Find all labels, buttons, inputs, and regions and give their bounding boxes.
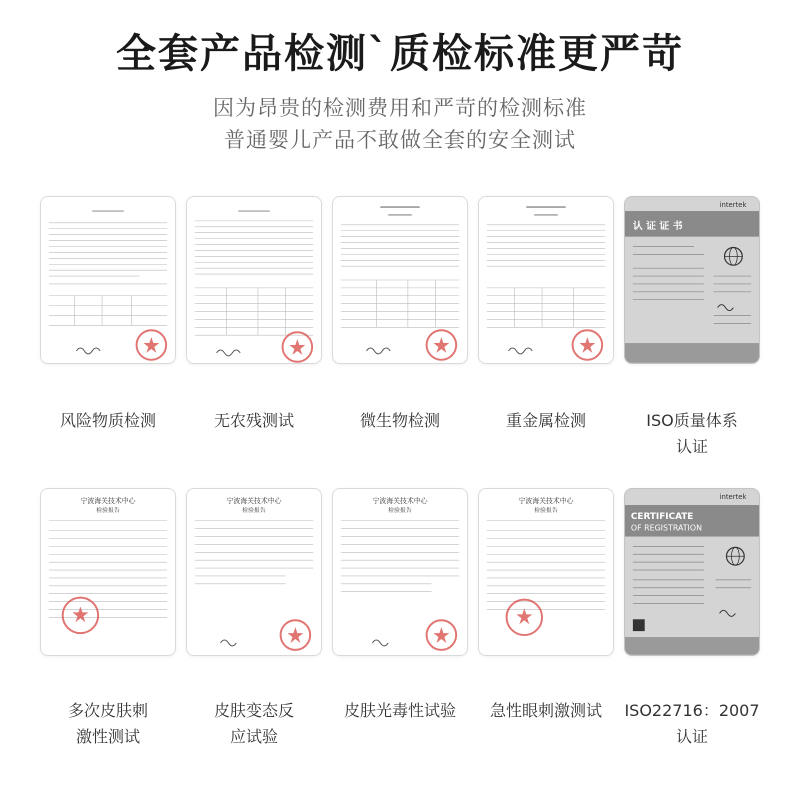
report-card-microbial[interactable] <box>332 196 468 364</box>
report-card-risk-substance[interactable] <box>40 196 176 364</box>
report-card-eye-irritation[interactable] <box>478 488 614 656</box>
brand-logo: intertek <box>719 201 747 210</box>
report-doc-type: 检验报告 <box>534 507 558 514</box>
report-card-skin-irritation[interactable] <box>40 488 176 656</box>
subtitle-line-1: 因为昂贵的检测费用和严苛的检测标准 <box>213 96 587 120</box>
report-thumbnail <box>187 489 321 655</box>
caption-pesticide: 无农残测试 <box>213 411 294 430</box>
report-thumbnail <box>333 197 467 363</box>
certificate-heading-line2: OF REGISTRATION <box>630 523 702 533</box>
report-thumbnail <box>333 489 467 655</box>
caption-skin-irritation-line1: 多次皮肤刺 <box>67 701 148 720</box>
caption-microbial: 微生物检测 <box>359 411 440 430</box>
certificate-card-iso22716[interactable] <box>624 488 760 656</box>
report-card-pesticide[interactable] <box>186 196 322 364</box>
caption-iso22716-line1: ISO22716：2007 <box>624 701 760 720</box>
caption-skin-allergy-line1: 皮肤变态反 <box>213 701 294 720</box>
caption-phototoxicity: 皮肤光毒性试验 <box>343 701 456 720</box>
report-org: 宁波海关技术中心 <box>80 497 136 506</box>
report-org: 宁波海关技术中心 <box>372 497 428 506</box>
report-org: 宁波海关技术中心 <box>226 497 282 506</box>
report-doc-type: 检验报告 <box>242 507 266 514</box>
report-thumbnail <box>41 197 175 363</box>
page-title: 全套产品检测`质检标准更严苛 <box>116 31 684 77</box>
certificate-heading: 认 证 证 书 <box>632 220 683 232</box>
report-doc-type: 检验报告 <box>96 507 120 514</box>
report-thumbnail <box>479 197 613 363</box>
brand-logo: intertek <box>719 493 747 502</box>
report-card-skin-allergy[interactable] <box>186 488 322 656</box>
caption-heavy-metal: 重金属检测 <box>505 411 586 430</box>
caption-iso-line2: 认证 <box>675 437 708 456</box>
report-card-phototoxicity[interactable] <box>332 488 468 656</box>
caption-skin-allergy-line2: 应试验 <box>229 727 278 746</box>
certificate-thumbnail <box>625 489 759 655</box>
report-doc-type: 检验报告 <box>388 507 412 514</box>
subtitle-line-2: 普通婴儿产品不敢做全套的安全测试 <box>224 128 576 152</box>
report-thumbnail <box>41 489 175 655</box>
report-org: 宁波海关技术中心 <box>518 497 574 506</box>
report-thumbnail <box>187 197 321 363</box>
report-card-heavy-metal[interactable] <box>478 196 614 364</box>
certificate-heading-line1: CERTIFICATE <box>630 511 694 522</box>
caption-eye-irritation: 急性眼刺激测试 <box>489 701 602 720</box>
caption-iso-line1: ISO质量体系 <box>646 411 738 430</box>
certificate-thumbnail <box>625 197 759 363</box>
caption-iso22716-line2: 认证 <box>675 727 708 746</box>
certificate-card-iso[interactable] <box>624 196 760 364</box>
report-thumbnail <box>479 489 613 655</box>
caption-skin-irritation-line2: 激性测试 <box>75 727 140 746</box>
caption-risk-substance: 风险物质检测 <box>59 411 156 430</box>
